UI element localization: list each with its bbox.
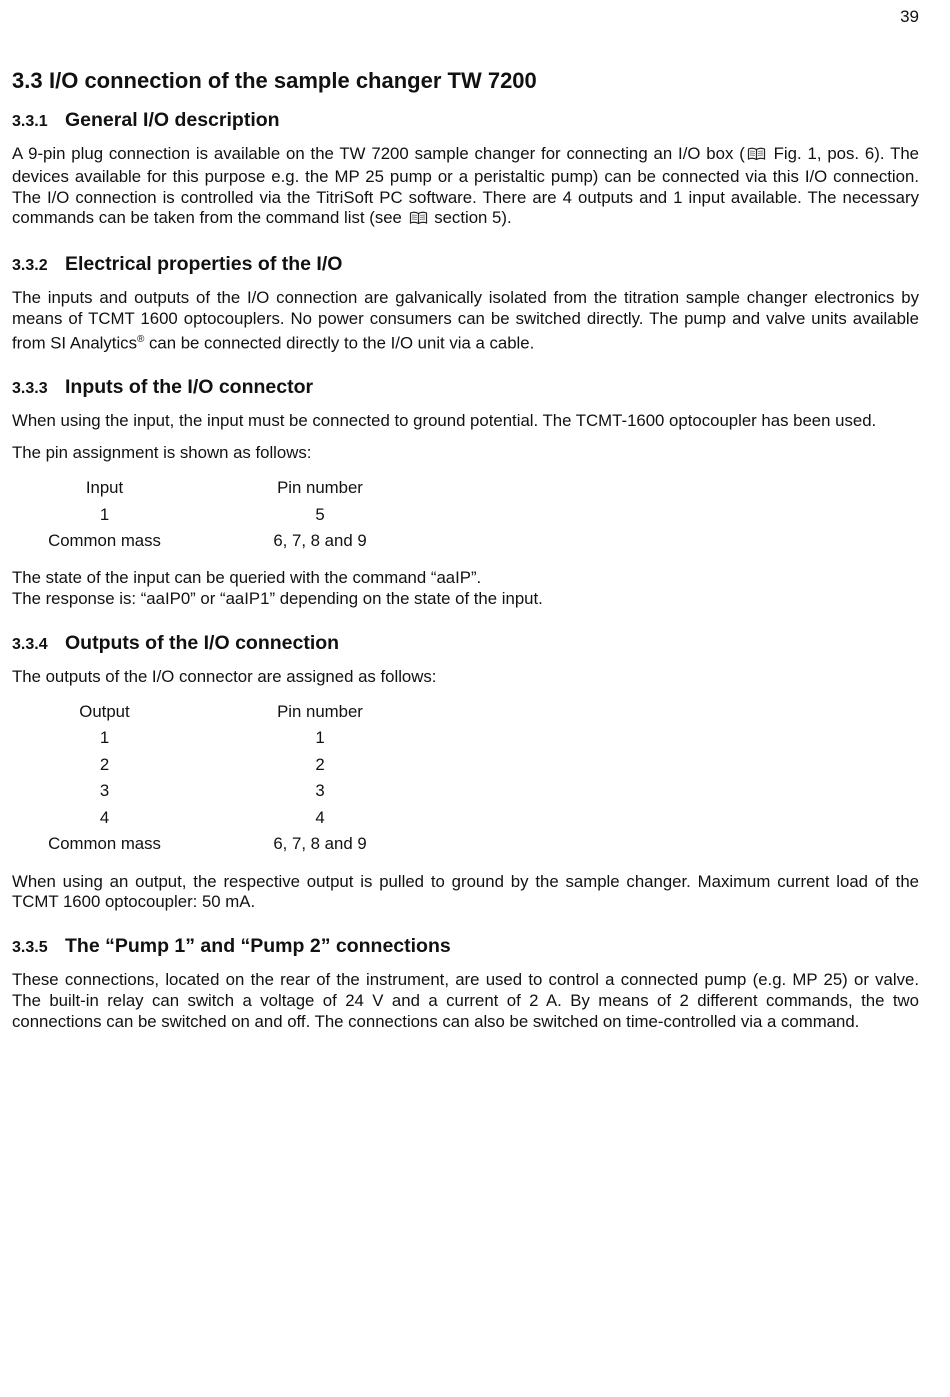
paragraph-output-load: When using an output, the respective output is pulled to ground by the sample changer. Maximum current load of the TCMT 1600 optocoupler: 50 mA. [12, 871, 919, 912]
table-cell: 3 [315, 781, 325, 801]
table-cell: 4 [315, 807, 325, 827]
subsection-title: Inputs of the I/O connector [65, 376, 314, 399]
table-cell: 2 [99, 754, 110, 774]
section-number: 3.3 [12, 68, 43, 93]
subsection-title: Electrical properties of the I/O [65, 253, 343, 276]
table-cell: 6, 7, 8 and 9 [273, 531, 367, 551]
output-pin-table [12, 699, 433, 858]
table-cell: 2 [315, 754, 325, 774]
table-header: Pin number [277, 478, 363, 498]
subsection-number: 3.3.5 [12, 939, 48, 957]
subsection-title: The “Pump 1” and “Pump 2” connections [65, 935, 451, 958]
paragraph-input-response: The response is: “aaIP0” or “aaIP1” depending on the state of the input. [12, 589, 543, 609]
table-row [12, 725, 433, 752]
subsection-heading-3-3-5 [12, 932, 919, 962]
subsection-number: 3.3.3 [12, 380, 48, 398]
paragraph-output-intro: The outputs of the I/O connector are assigned as follows: [12, 666, 437, 686]
table-header-row [12, 475, 433, 502]
table-cell: 4 [99, 807, 110, 827]
table-header: Pin number [277, 701, 363, 721]
subsection-heading-3-3-4 [12, 629, 919, 659]
book-icon [409, 210, 428, 231]
registered-mark: ® [136, 333, 145, 345]
table-header: Output [79, 701, 130, 721]
table-row [12, 752, 433, 779]
table-cell: 1 [315, 728, 325, 748]
section-title: I/O connection of the sample changer TW 7200 [49, 68, 537, 93]
paragraph-input-ground: When using the input, the input must be connected to ground potential. The TCMT-1600 optocoupler has been used. [12, 411, 877, 431]
subsection-heading-3-3-1 [12, 106, 919, 136]
table-row [12, 528, 433, 555]
subsection-title: Outputs of the I/O connection [65, 631, 340, 654]
subsection-number: 3.3.4 [12, 635, 48, 653]
table-row [12, 501, 433, 528]
table-cell: 1 [99, 504, 110, 524]
text-run: Fig. 1, pos. 6). The devices available for this purpose e.g. the MP 25 pump or a peristaltic pump) can be connected via this I/O connection. The I/O connection is controlled via the TitriSoft PC software. There are 4 outputs and 1 input available. The necessary commands can be taken from the command list (see [12, 144, 919, 228]
subsection-number: 3.3.1 [12, 113, 48, 130]
section-heading [12, 66, 919, 96]
table-cell: 5 [315, 504, 325, 524]
text-run: A 9-pin plug connection is available on the TW 7200 sample changer for connecting an I/O box ( [12, 144, 745, 163]
page-number: 39 [900, 7, 919, 26]
table-cell: 3 [99, 781, 110, 801]
text-run: section 5). [429, 208, 512, 228]
table-cell: 6, 7, 8 and 9 [273, 834, 367, 854]
table-row [12, 805, 433, 832]
table-header: Input [85, 478, 124, 498]
paragraph-pump-connections: These connections, located on the rear of the instrument, are used to control a connected pump (e.g. MP 25) or valve. The built-in relay can switch a voltage of 24 V and a current of 2 A. By means of 2 different commands, the two connections can be switched on and off. The connections can also be switched on time-controlled via a command. [12, 970, 919, 1031]
subsection-number: 3.3.2 [12, 257, 48, 275]
paragraph-pin-assignment-intro: The pin assignment is shown as follows: [12, 442, 312, 462]
table-row [12, 831, 433, 858]
table-row [12, 778, 433, 805]
page-content [12, 66, 919, 1044]
subsection-title: General I/O description [65, 109, 280, 131]
subsection-heading-3-3-2 [12, 250, 919, 280]
paragraph-input-query: The state of the input can be queried with the command “aaIP”. [12, 568, 482, 588]
input-pin-table [12, 475, 433, 555]
text-run: can be connected directly to the I/O unit via a cable. [144, 333, 535, 353]
text-run: The inputs and outputs of the I/O connection are galvanically isolated from the titration sample changer electronics by means of TCMT 1600 optocouplers. No power consumers can be switched directly. The pump and valve units available from SI Analytics [12, 288, 919, 353]
table-cell: 1 [99, 728, 110, 748]
subsection-heading-3-3-3 [12, 373, 919, 403]
table-cell: Common mass [48, 531, 161, 551]
paragraph-general-description [12, 144, 919, 231]
table-header-row [12, 699, 433, 726]
book-icon [747, 146, 766, 167]
paragraph-electrical-properties [12, 288, 919, 354]
table-cell: Common mass [48, 834, 161, 854]
